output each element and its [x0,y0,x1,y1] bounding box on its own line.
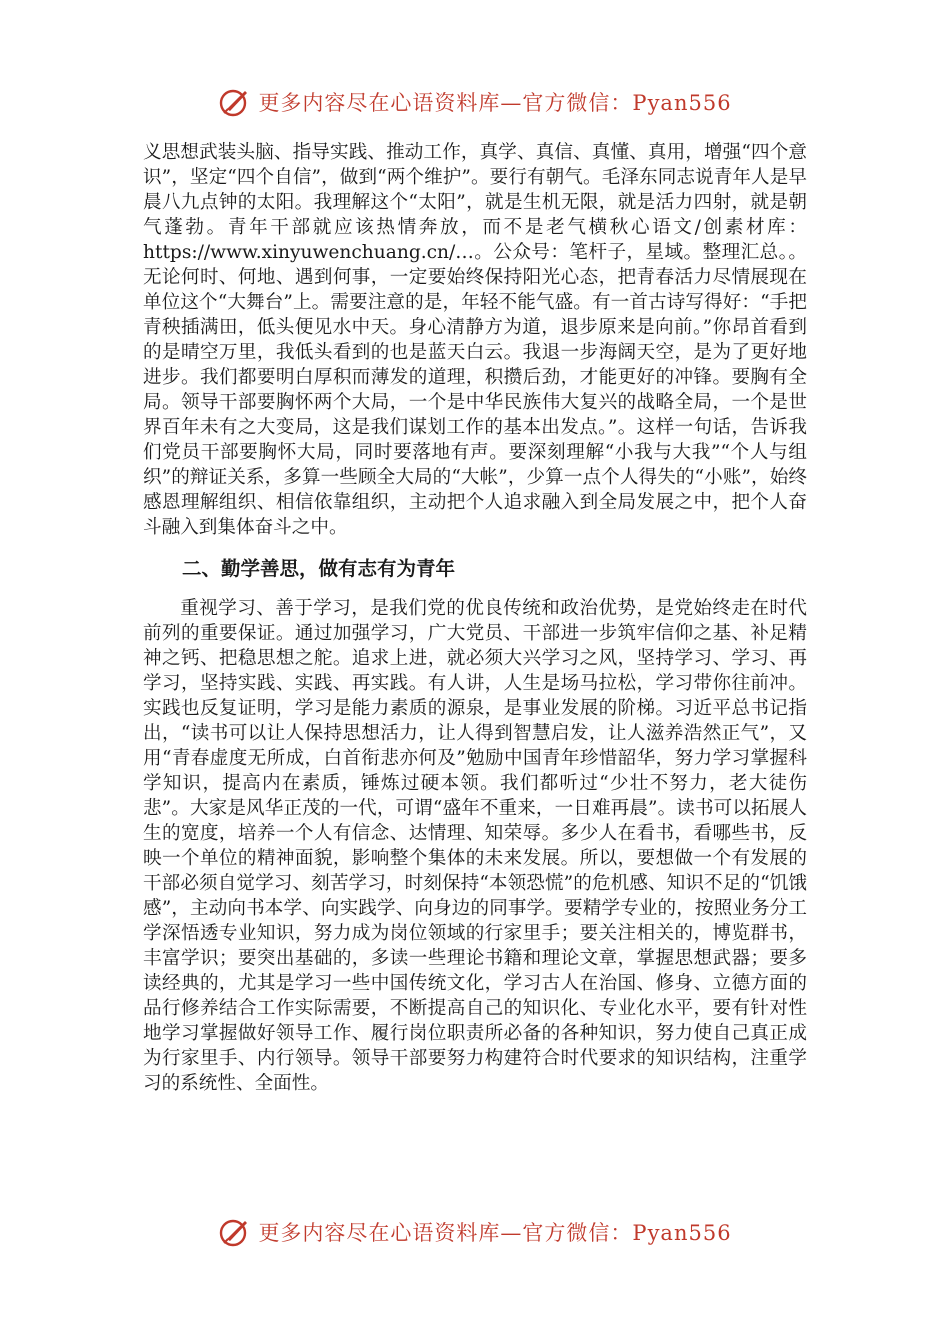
document-body [143,140,807,1096]
banner-text: 更多内容尽在心语资料库—官方微信：Pyan556 [258,91,732,115]
header-banner [0,80,950,124]
quill-logo-icon [218,85,252,119]
paragraph-study: 重视学习、善于学习，是我们党的优良传统和政治优势，是党始终走在时代前列的重要保证。通过加强学习，广大党员、干部进一步筑牢信仰之基、补足精神之钙、把稳思想之舵。追求上进，就必须大兴学习之风，坚持学习、学习、再学习，坚持实践、实践、再实践。有人讲，人生是场马拉松，学习带你往前冲。实践也反复证明，学习是能力素质的源泉，是事业发展的阶梯。习近平总书记指出，“读书可以让人保持思想活力，让人得到智慧启发，让人滋养浩然正气”，又用“青春虚度无所成，白首衔悲亦何及”勉励中国青年珍惜韶华，努力学习掌握科学知识，提高内在素质，锤炼过硬本领。我们都听过“少壮不努力，老大徒伤悲”。大家是风华正茂的一代，可谓“盛年不重来，一日难再晨”。读书可以拓展人生的宽度，培养一个人有信念、达情理、知荣辱。多少人在看书，看哪些书，反映一个单位的精神面貌，影响整个集体的未来发展。所以，要想做一个有发展的干部必须自觉学习、刻苦学习，时刻保持“本领恐慌”的危机感、知识不足的“饥饿感”，主动向书本学、向实践学、向身边的同事学。要精学专业的，按照业务分工学深悟透专业知识，努力成为岗位领域的行家里手；要关注相关的，博览群书，丰富学识；要突出基础的，多读一些理论书籍和理论文章，掌握思想武器；要多读经典的，尤其是学习一些中国传统文化，学习古人在治国、修身、立德方面的品行修养结合工作实际需要，不断提高自己的知识化、专业化水平，要有针对性地学习掌握做好领导工作、履行岗位职责所必备的各种知识，努力使自己真正成为行家里手、内行领导。领导干部要努力构建符合时代要求的知识结构，注重学习的系统性、全面性。 [143,598,807,1094]
banner-text: 更多内容尽在心语资料库—官方微信：Pyan556 [258,1221,732,1245]
section-heading: 二、勤学善思，做有志有为青年 [182,557,456,580]
paragraph-continued: 义思想武装头脑、指导实践、推动工作，真学、真信、真懂、真用，增强“四个意识”，坚定“四个自信”，做到“两个维护”。要行有朝气。毛泽东同志说青年人是早晨八九点钟的太阳。我理解这个“太阳”，就是生机无限，就是活力四射，就是朝气蓬勃。青年干部就应该热情奔放，而不是老气横秋心语文/创素材库：https://www.xinyuwenchuang.cn/…。公众号：笔杆子，星域。整理汇总。。无论何时、何地、遇到何事，一定要始终保持阳光心态，把青春活力尽情展现在单位这个“大舞台”上。需要注意的是，年轻不能气盛。有一首古诗写得好：“手把青秧插满田，低头便见水中天。身心清静方为道，退步原来是向前。”你昂首看到的是晴空万里，我低头看到的也是蓝天白云。我退一步海阔天空，是为了更好地进步。我们都要明白厚积而薄发的道理，积攒后劲，才能更好的冲锋。要胸有全局。领导干部要胸怀两个大局，一个是中华民族伟大复兴的战略全局，一个是世界百年未有之大变局，这是我们谋划工作的基本出发点。”。这样一句话，告诉我们党员干部要胸怀大局，同时要落地有声。要深刻理解“小我与大我”“个人与组织”的辩证关系，多算一些顾全大局的“大帐”，少算一点个人得失的“小账”，始终感恩理解组织、相信依靠组织，主动把个人追求融入到全局发展之中，把个人奋斗融入到集体奋斗之中。 [143,142,807,538]
footer-banner [0,1210,950,1254]
quill-logo-icon [218,1215,252,1249]
